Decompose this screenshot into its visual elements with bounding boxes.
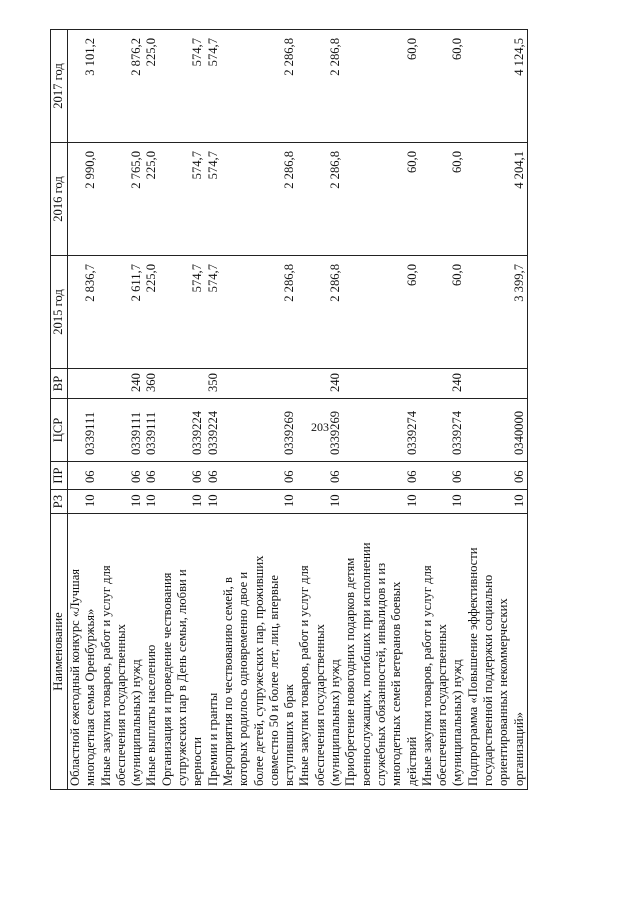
cell-y2015 (99, 256, 160, 369)
cell-line (99, 402, 114, 455)
cell-name (160, 514, 221, 790)
cell-pr (68, 462, 99, 490)
cell-line (160, 493, 175, 507)
cell-csr (221, 399, 297, 462)
cell-line (175, 402, 190, 455)
cell-value: 06 (404, 470, 419, 483)
cell-rz (221, 490, 297, 514)
cell-line: (муниципальных) нужд (129, 659, 144, 786)
cell-line (114, 493, 129, 507)
cell-rz (466, 490, 528, 514)
cell-y2017 (297, 30, 343, 143)
cell-line: многодетных семей ветеранов боевых (389, 581, 404, 786)
cell-line: многодетная семья Оренбуржья» (83, 608, 98, 786)
cell-csr (99, 399, 160, 462)
cell-line: совместно 50 и более лет, лиц, впервые (266, 575, 281, 786)
cell-line: 574,7 (205, 38, 220, 67)
cell-line (114, 465, 129, 483)
cell-line: Иные закупки товаров, работ и услуг для (98, 565, 113, 786)
cell-name (343, 514, 419, 790)
header-2015: 2015 год (51, 256, 68, 369)
cell-line (160, 264, 175, 365)
cell-value: 06 (328, 470, 343, 483)
cell-line: 225,0 (144, 38, 159, 67)
cell-value: 10 (83, 494, 98, 507)
cell-rz (99, 490, 160, 514)
cell-vr (68, 369, 99, 399)
cell-line: верности (190, 737, 205, 786)
cell-line: 574,7 (205, 264, 220, 293)
cell-line: 06 (205, 470, 220, 483)
cell-y2015 (466, 256, 528, 369)
cell-y2017 (343, 30, 419, 143)
cell-line (99, 372, 114, 392)
cell-value: 0339274 (450, 410, 465, 455)
cell-name (420, 514, 466, 790)
cell-line (114, 151, 129, 252)
cell-y2015 (297, 256, 343, 369)
cell-line: 2 611,7 (129, 264, 144, 302)
cell-line: 10 (205, 494, 220, 507)
cell-line: 10 (144, 494, 159, 507)
cell-line: военнослужащих, погибших при исполнении (358, 542, 373, 786)
cell-y2015 (68, 256, 99, 369)
cell-line: 350 (205, 373, 220, 392)
cell-vr (466, 369, 528, 399)
cell-pr (466, 462, 528, 490)
header-vr: ВР (51, 369, 68, 399)
cell-y2015 (343, 256, 419, 369)
cell-y2016 (99, 143, 160, 256)
cell-line (99, 151, 114, 252)
cell-csr (466, 399, 528, 462)
cell-value: 2 286,8 (282, 151, 297, 189)
header-rz: РЗ (51, 490, 68, 514)
cell-line: 360 (144, 373, 159, 392)
cell-pr (221, 462, 297, 490)
cell-line: 2 765,0 (129, 151, 144, 189)
budget-table (50, 29, 528, 790)
cell-value: 10 (282, 494, 297, 507)
cell-y2015 (221, 256, 297, 369)
cell-line: 574,7 (190, 38, 205, 67)
cell-line: 574,7 (190, 151, 205, 180)
cell-value: 4 124,5 (511, 38, 526, 76)
cell-rz (68, 490, 99, 514)
cell-line: действий (404, 736, 419, 786)
cell-line: 10 (129, 494, 144, 507)
cell-value: 60,0 (404, 151, 419, 174)
cell-line: 225,0 (144, 264, 159, 293)
cell-line (175, 151, 190, 252)
cell-vr (221, 369, 297, 399)
cell-pr (420, 462, 466, 490)
cell-y2015 (420, 256, 466, 369)
cell-line: Мероприятия по чествованию семей, в (220, 577, 235, 786)
cell-line: Приобретение новогодних подарков детям (343, 557, 358, 786)
cell-line (175, 264, 190, 365)
cell-csr (420, 399, 466, 462)
cell-line: (муниципальных) нужд (450, 659, 465, 786)
cell-value: 2 286,8 (282, 264, 297, 302)
page-number: 203 (311, 420, 329, 434)
header-2016: 2016 год (51, 143, 68, 256)
cell-rz (343, 490, 419, 514)
cell-line: 574,7 (190, 264, 205, 293)
cell-pr (99, 462, 160, 490)
cell-value: 10 (328, 494, 343, 507)
cell-y2016 (420, 143, 466, 256)
cell-pr (343, 462, 419, 490)
cell-value: 0340000 (511, 410, 526, 455)
cell-line: супружеских пар в День семьи, любви и (175, 569, 190, 786)
cell-value: 4 204,1 (511, 151, 526, 189)
cell-line (160, 151, 175, 252)
cell-y2015 (160, 256, 221, 369)
table-row (221, 30, 297, 790)
cell-line (114, 264, 129, 365)
cell-line: 10 (190, 494, 205, 507)
cell-value: 60,0 (450, 38, 465, 61)
cell-csr (343, 399, 419, 462)
cell-line (160, 402, 175, 455)
cell-vr (343, 369, 419, 399)
cell-value: 60,0 (450, 151, 465, 174)
cell-csr (297, 399, 343, 462)
cell-value: 2 286,8 (328, 151, 343, 189)
cell-y2016 (466, 143, 528, 256)
cell-line: более детей, супружеских пар, проживших (251, 555, 266, 786)
cell-line: 2 876,2 (129, 38, 144, 76)
cell-line: 0339224 (190, 410, 205, 455)
cell-line: Иные закупки товаров, работ и услуг для (419, 565, 434, 786)
cell-y2016 (343, 143, 419, 256)
cell-name (466, 514, 528, 790)
cell-line: 06 (190, 470, 205, 483)
cell-y2017 (466, 30, 528, 143)
cell-value: 2 286,8 (328, 264, 343, 302)
cell-rz (420, 490, 466, 514)
header-csr: ЦСР (51, 399, 68, 462)
cell-line: обеспечения государственных (312, 624, 327, 786)
cell-line: (муниципальных) нужд (328, 659, 343, 786)
cell-value: 10 (511, 494, 526, 507)
cell-value: 240 (328, 373, 343, 392)
cell-name (68, 514, 99, 790)
cell-line: Областной ежегодный конкурс «Лучшая (68, 568, 82, 786)
cell-line: Иные выплаты населению (144, 644, 159, 786)
cell-line: Иные закупки товаров, работ и услуг для (297, 565, 312, 786)
rotated-table-container (50, 30, 588, 790)
cell-line: 0339111 (144, 411, 159, 455)
cell-line: вступивших в брак (282, 684, 297, 786)
cell-csr (68, 399, 99, 462)
cell-line (99, 465, 114, 483)
cell-value: 06 (511, 470, 526, 483)
header-name: Наименование (51, 514, 68, 790)
cell-y2016 (297, 143, 343, 256)
cell-line: обеспечения государственных (113, 624, 128, 786)
header-pr: ПР (51, 462, 68, 490)
cell-value: 240 (450, 373, 465, 392)
cell-value: 10 (404, 494, 419, 507)
cell-line (99, 493, 114, 507)
cell-line (114, 402, 129, 455)
cell-value (282, 372, 297, 392)
cell-line (160, 372, 175, 392)
cell-line (114, 372, 129, 392)
table-row (160, 30, 221, 790)
cell-line (175, 372, 190, 392)
cell-y2016 (68, 143, 99, 256)
cell-line: 225,0 (144, 151, 159, 180)
cell-value: 2 836,7 (83, 264, 98, 302)
table-row (343, 30, 419, 790)
cell-value: 0339111 (83, 411, 98, 455)
cell-csr (160, 399, 221, 462)
cell-line: Подпрограмма «Повышение эффективности (465, 547, 480, 786)
cell-value: 3 399,7 (511, 264, 526, 302)
cell-line (190, 372, 205, 392)
cell-value (512, 372, 527, 392)
cell-line: 06 (144, 470, 159, 483)
cell-value: 2 286,8 (282, 38, 297, 76)
cell-name (297, 514, 343, 790)
cell-value: 2 990,0 (83, 151, 98, 189)
cell-value: 2 286,8 (328, 38, 343, 76)
cell-line (99, 264, 114, 365)
table-header-row (51, 30, 68, 790)
cell-line: обеспечения государственных (435, 624, 450, 786)
table-row (297, 30, 343, 790)
cell-value: 60,0 (404, 264, 419, 287)
table-row (68, 30, 99, 790)
cell-value: 0339274 (404, 410, 419, 455)
cell-line: государственной поддержки социально (481, 574, 496, 786)
cell-pr (160, 462, 221, 490)
cell-line (160, 465, 175, 483)
cell-rz (297, 490, 343, 514)
cell-rz (160, 490, 221, 514)
cell-value: 06 (450, 470, 465, 483)
cell-value: 10 (450, 494, 465, 507)
cell-y2016 (221, 143, 297, 256)
cell-value: 60,0 (450, 264, 465, 287)
cell-line: 06 (129, 470, 144, 483)
cell-line: 240 (129, 373, 144, 392)
cell-y2016 (160, 143, 221, 256)
cell-line (114, 38, 129, 139)
cell-y2017 (99, 30, 160, 143)
cell-vr (420, 369, 466, 399)
cell-value: 3 101,2 (83, 38, 98, 76)
cell-y2017 (160, 30, 221, 143)
cell-line: ориентированных некоммерческих (496, 598, 511, 786)
table-row (420, 30, 466, 790)
cell-value: 0339269 (282, 410, 297, 455)
table-row (99, 30, 160, 790)
cell-vr (99, 369, 160, 399)
cell-line (99, 38, 114, 139)
cell-vr (297, 369, 343, 399)
cell-line: Организация и проведение чествования (159, 572, 174, 786)
cell-line (175, 465, 190, 483)
cell-value: 06 (83, 470, 98, 483)
cell-line (160, 38, 175, 139)
cell-line: Премии и гранты (205, 692, 220, 786)
cell-value: 0339269 (328, 410, 343, 455)
cell-value (405, 372, 420, 392)
cell-value: 06 (282, 470, 297, 483)
cell-name (221, 514, 297, 790)
cell-name (99, 514, 160, 790)
cell-line: 0339111 (129, 411, 144, 455)
cell-pr (297, 462, 343, 490)
cell-line: 0339224 (205, 410, 220, 455)
cell-value (83, 372, 98, 392)
cell-line: которых родилось одновременно двое и (236, 571, 251, 786)
cell-value: 60,0 (404, 38, 419, 61)
cell-line (175, 38, 190, 139)
cell-line: служебных обязанностей, инвалидов и из (373, 562, 388, 786)
cell-vr (160, 369, 221, 399)
header-2017: 2017 год (51, 30, 68, 143)
cell-y2017 (420, 30, 466, 143)
cell-line: организаций» (511, 712, 526, 786)
table-row (466, 30, 528, 790)
cell-line: 574,7 (205, 151, 220, 180)
cell-y2017 (68, 30, 99, 143)
cell-y2017 (221, 30, 297, 143)
cell-line (175, 493, 190, 507)
